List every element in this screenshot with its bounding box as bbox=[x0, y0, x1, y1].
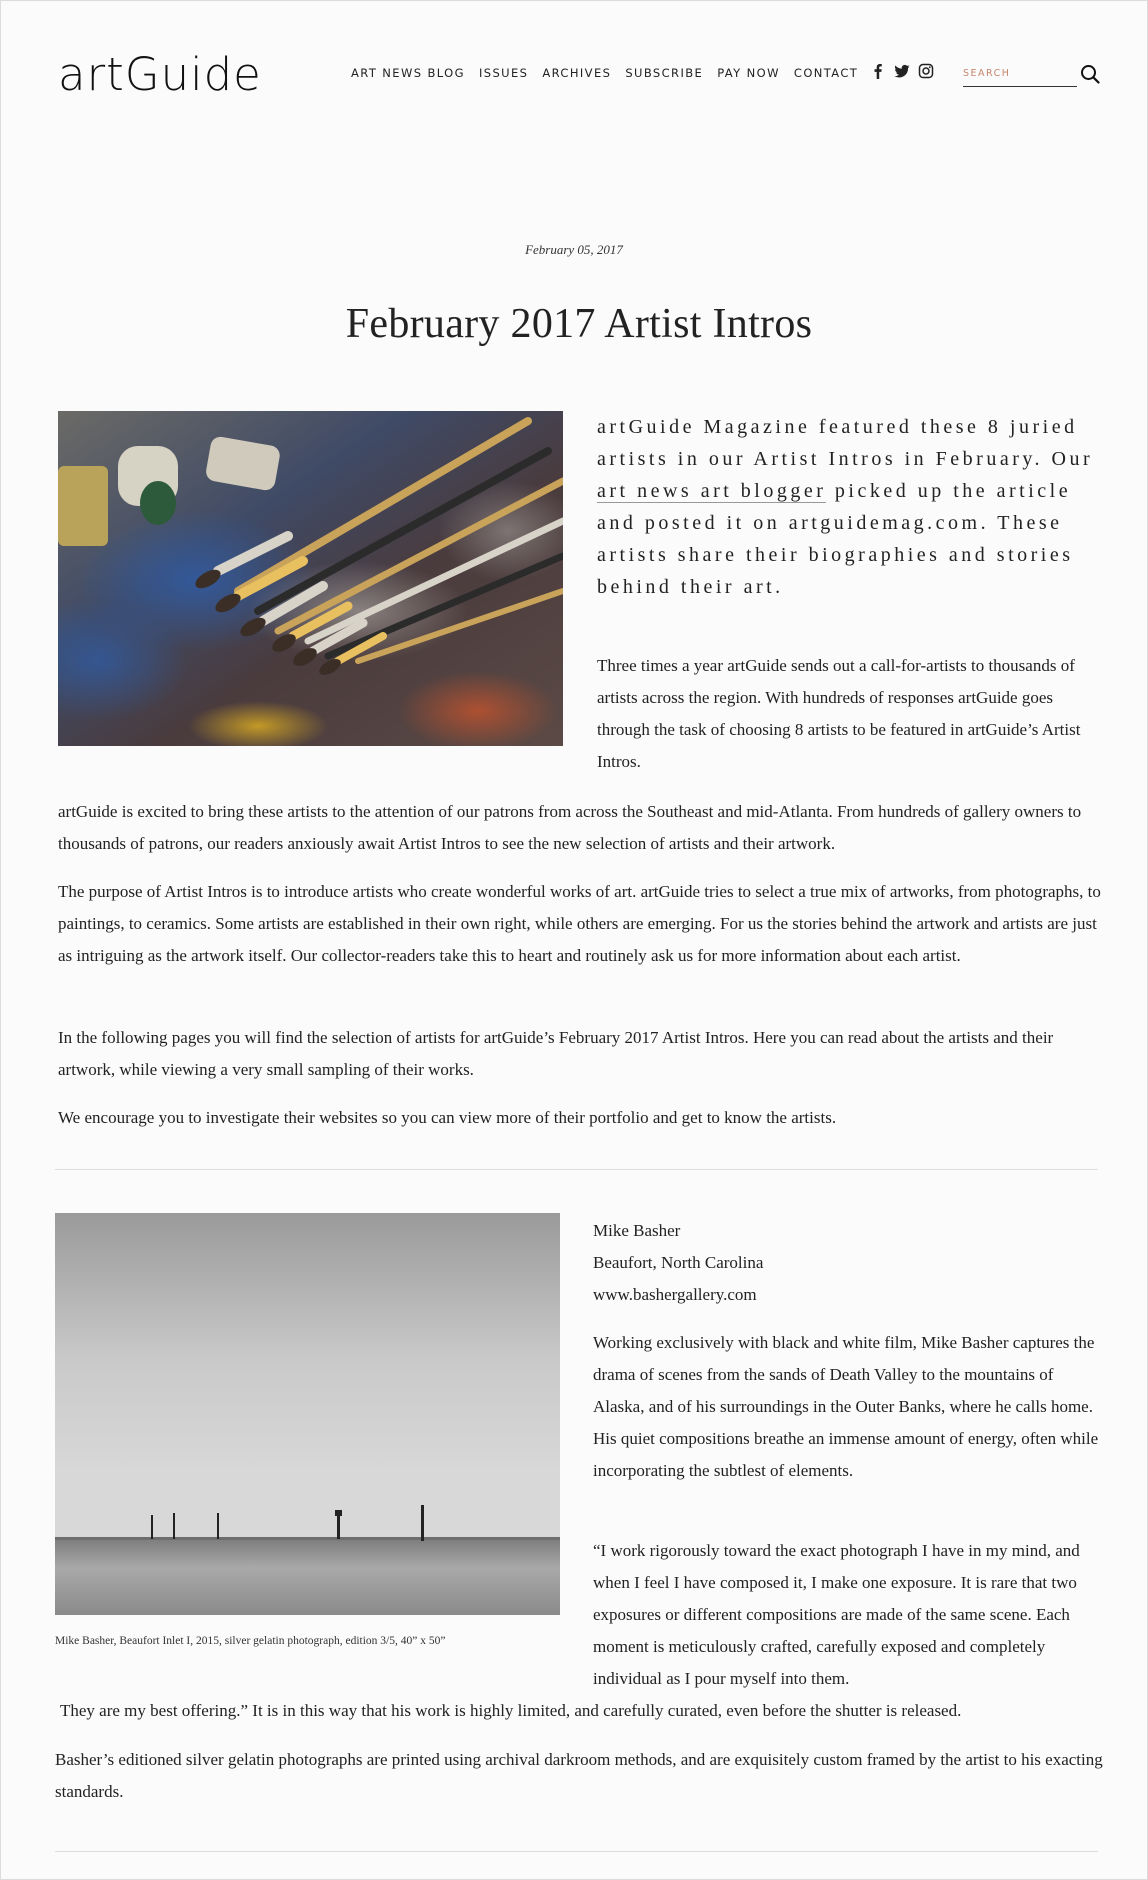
lead-text-start: artGuide Magazine featured these 8 juried artists in our Artist Intros in February. Our bbox=[597, 416, 1094, 470]
intro-paragraph-1: Three times a year artGuide sends out a call-for-artists to thousands of artists across the region. With hundreds of responses artGuide goes through the task of choosing 8 artists to be featured in artGuide’s Artist Intros. bbox=[597, 656, 1081, 771]
artist-paragraph-1: Working exclusively with black and white film, Mike Basher captures the drama of scenes from the sands of Death Valley to the mountains of Alaska, and of his surroundings in the Outer Banks, where he calls home. His quiet compositions breathe an immense amount of energy, often while incorporating the subtlest of elements. bbox=[593, 1333, 1099, 1480]
artist-location: Beaufort, North Carolina bbox=[593, 1253, 764, 1272]
nav-contact[interactable]: CONTACT bbox=[793, 66, 859, 80]
section-divider bbox=[55, 1169, 1098, 1170]
artist-website[interactable]: www.bashergallery.com bbox=[593, 1285, 757, 1304]
nav-archives[interactable]: ARCHIVES bbox=[542, 66, 612, 80]
search-icon[interactable] bbox=[1080, 64, 1100, 84]
nav-art-news-blog[interactable]: ART NEWS BLOG bbox=[351, 66, 465, 80]
artist-name: Mike Basher bbox=[593, 1221, 681, 1240]
photo-caption: Mike Basher, Beaufort Inlet I, 2015, silver gelatin photograph, edition 3/5, 40” x 50” bbox=[55, 1635, 446, 1647]
twitter-icon[interactable] bbox=[894, 63, 910, 79]
section-divider-bottom bbox=[55, 1851, 1098, 1852]
facebook-icon[interactable] bbox=[870, 63, 886, 79]
art-news-blogger-link[interactable]: art news art blogger bbox=[597, 480, 827, 502]
page-title: February 2017 Artist Intros bbox=[345, 301, 813, 347]
search-field bbox=[963, 62, 1077, 87]
paint-brushes-image bbox=[58, 411, 563, 746]
intro-paragraph-2: artGuide is excited to bring these artists to the attention of our patrons from across the Southeast and mid-Atlanta. From hundreds of gallery owners to thousands of patrons, our readers anxiously await Artist Intros to see the new selection of artists and their artwork. bbox=[58, 802, 1082, 853]
intro-paragraph-5: We encourage you to investigate their websites so you can view more of their portfolio and get to know the artists. bbox=[58, 1108, 837, 1127]
social-links bbox=[870, 63, 934, 79]
instagram-icon[interactable] bbox=[918, 63, 934, 79]
nav-pay-now[interactable]: PAY NOW bbox=[717, 66, 780, 80]
nav-issues[interactable]: ISSUES bbox=[478, 66, 529, 80]
artist-paragraph-3: Basher’s editioned silver gelatin photographs are printed using archival darkroom methods, and are exquisitely custom framed by the artist to his exacting standards. bbox=[55, 1750, 1103, 1801]
lead-paragraph bbox=[597, 411, 1107, 603]
main-nav bbox=[351, 66, 858, 80]
intro-paragraph-4: In the following pages you will find the selection of artists for artGuide’s February 2017 Artist Intros. Here you can read about the artists and their artwork, while viewing a very small sampling of their works. bbox=[58, 1028, 1054, 1079]
artist-quote: “I work rigorously toward the exact photograph I have in my mind, and when I feel I have composed it, I make one exposure. It is rare that two exposures or different compositions are made of the same scene. Each moment is meticulously crafted, carefully exposed and completely individual as I pour myself into them. bbox=[593, 1541, 1080, 1688]
artist-quote-tail: They are my best offering.” It is in this way that his work is highly limited, and carefully curated, even before the shutter is released. bbox=[60, 1701, 962, 1720]
search-input[interactable] bbox=[963, 62, 1073, 79]
lead-text-end: picked up the article and posted it on artguidemag.com. These artists share their biographies and stories behind their art. bbox=[597, 480, 1074, 598]
intro-paragraph-3: The purpose of Artist Intros is to introduce artists who create wonderful works of art. artGuide tries to select a true mix of artworks, from photographs, to paintings, to ceramics. Some artists are established in their own right, while others are emerging. For us the stories behind the artwork and artists are just as intriguing as the artwork itself. Our collector-readers take this to heart and routinely ask us for more information about each artist. bbox=[58, 882, 1101, 965]
site-logo[interactable]: artGuide bbox=[58, 48, 262, 101]
beaufort-inlet-photo bbox=[55, 1213, 560, 1615]
nav-subscribe[interactable]: SUBSCRIBE bbox=[625, 66, 704, 80]
post-date: February 05, 2017 bbox=[525, 242, 623, 257]
artist-info bbox=[593, 1215, 1113, 1311]
